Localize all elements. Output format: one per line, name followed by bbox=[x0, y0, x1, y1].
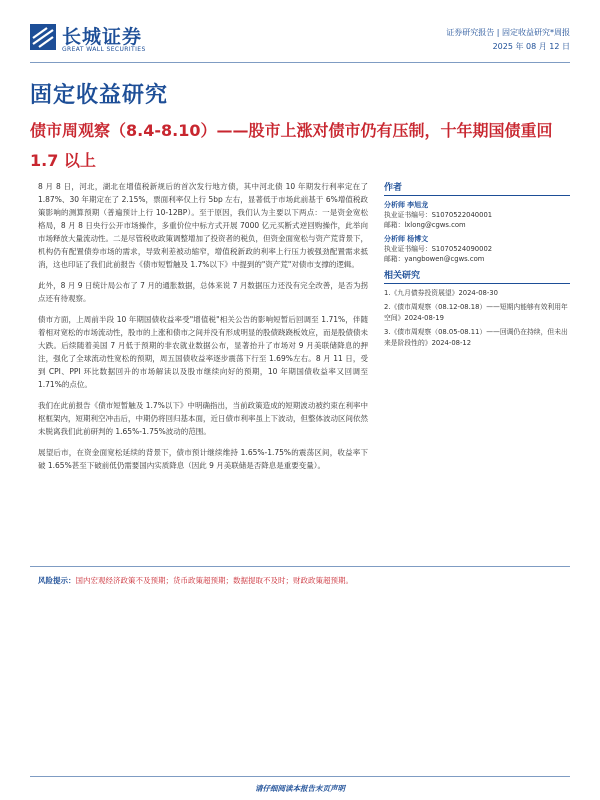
report-title: 债市周观察（8.4-8.10）——股市上涨对债市仍有压制，十年期国债重回 1.7 以上 bbox=[30, 121, 553, 170]
report-body bbox=[38, 180, 368, 480]
body-paragraph: 展望后市，在资金面宽松延续的背景下，债市预计继续维持 1.65%-1.75%的震荡区间，收益率下破 1.65%甚至下破前低仍需要国内实质降息（因此 9 月美联储是否降息是重要变量）。 bbox=[38, 448, 368, 470]
company-logo-icon bbox=[30, 24, 56, 50]
logo-name: 长城证券 bbox=[62, 26, 143, 48]
risk-divider bbox=[30, 566, 570, 567]
body-paragraph: 债市方面，上周前半段 10 年期国债收益率受"增值税"相关公告的影响短暂后回调至 1.71%，伴随着相对宽松的市场流动性，股市的上涨和债市之间并没有形成明显的股债跷跷板效应，而是股债债未大跌。后续随着美国 7 月低于预期的非农就业数据公布，显著抬升了市场对 9 月美联储降息的押注，强化了全球流动性宽松的预期，周五国债收益率逐步震荡下行至 1.69%左右。8 月 11 日，受到 CPI、PPI 环比数据回升的市场解读以及股市继续向好的预期，10 年期国债收益率又回调至 1.71%的点位。 bbox=[38, 315, 368, 389]
header-divider bbox=[30, 62, 570, 63]
report-date: 2025 年 08 月 12 日 bbox=[492, 42, 570, 51]
analyst-cert: 执业证书编号：S1070524090002 bbox=[384, 245, 493, 253]
report-type: 证券研究报告 | 固定收益研究*周报 bbox=[446, 28, 570, 37]
related-report-link[interactable]: 3.《债市周观察（08.05-08.11）——回调仍在持续，但未出来是阶段性的》2024-08-12 bbox=[384, 328, 568, 347]
analyst-cert: 执业证书编号：S1070522040001 bbox=[384, 211, 493, 219]
analyst-block bbox=[384, 234, 570, 264]
analyst-name: 李旭龙 bbox=[407, 201, 429, 209]
report-meta bbox=[446, 26, 570, 54]
company-logo bbox=[30, 18, 170, 58]
analyst-block bbox=[384, 200, 570, 230]
footer-divider bbox=[30, 776, 570, 777]
analyst-email[interactable]: 邮箱：lxlong@cgws.com bbox=[384, 221, 466, 229]
analyst-email[interactable]: 邮箱：yangbowen@cgws.com bbox=[384, 255, 485, 263]
related-report-link[interactable]: 2.《债市周观察（08.12-08.18）——短期内能够有效利用年空间》2024-08-19 bbox=[384, 303, 568, 322]
section-title: 固定收益研究 bbox=[30, 83, 169, 108]
analyst-label: 分析师 bbox=[384, 201, 405, 209]
footer-disclaimer: 请仔细阅读本报告末页声明 bbox=[255, 784, 345, 793]
sidebar bbox=[384, 180, 570, 352]
related-research-list bbox=[384, 288, 570, 349]
analyst-name: 杨博文 bbox=[407, 235, 429, 243]
body-paragraph: 我们在此前报告《债市短暂触及 1.7%以下》中明确指出，当前政策造成的短期波动被约束在利率中枢框架内，短期利空冲击后，中期仍将回归基本面，近日债市利率虽上下波动，但整体波动区间依然未脱离我们此前研判的 1.65%-1.75%波动的范围。 bbox=[38, 401, 368, 436]
logo-english-name: GREAT WALL SECURITIES bbox=[62, 46, 146, 53]
body-paragraph: 8 月 8 日，河北，湖北在增值税新规后的首次发行地方债，其中河北债 10 年期发行利率定在了 1.87%、30 年期定在了 2.15%，票面利率仅上行 5bp 左右，显著低于市场此前基于 6%增值税政策影响的测算预期（普遍预计上行 10-12BP）。至于原因，我们认为主要以下两点：一是资金宽松格局，8 月 8 日央行公开市场操作，多重价位中标方式开展 7000 亿元买断式逆回购操作，此举向市场释放大量流动性。二是尽管税收政策调整增加了投资者的税负，但资金面宽松与资产荒背景下，机构仍有配置债券市场的需求，导致利差被动缩窄，增值税新政的利率上行压力被强劲配置需求抵消，这也印证了我们此前报告《债市短暂触及 1.7%以下》中提到的"资产荒"对债市支撑的逻辑。 bbox=[38, 182, 368, 269]
authors-heading: 作者 bbox=[384, 180, 570, 196]
related-report-link[interactable]: 1.《九月债券投资展望》2024-08-30 bbox=[384, 289, 498, 297]
risk-text: 国内宏观经济政策不及预期；货币政策超预期；数据提取不及时；财政政策超预期。 bbox=[75, 576, 353, 585]
body-paragraph: 此外，8 月 9 日统计局公布了 7 月的通胀数据，总体来说 7 月数据压力还没有完全改善，是否为拐点还有待观察。 bbox=[38, 281, 368, 303]
analyst-label: 分析师 bbox=[384, 235, 405, 243]
risk-label: 风险提示： bbox=[38, 576, 76, 585]
related-research-heading: 相关研究 bbox=[384, 268, 570, 284]
risk-warning bbox=[38, 574, 558, 587]
